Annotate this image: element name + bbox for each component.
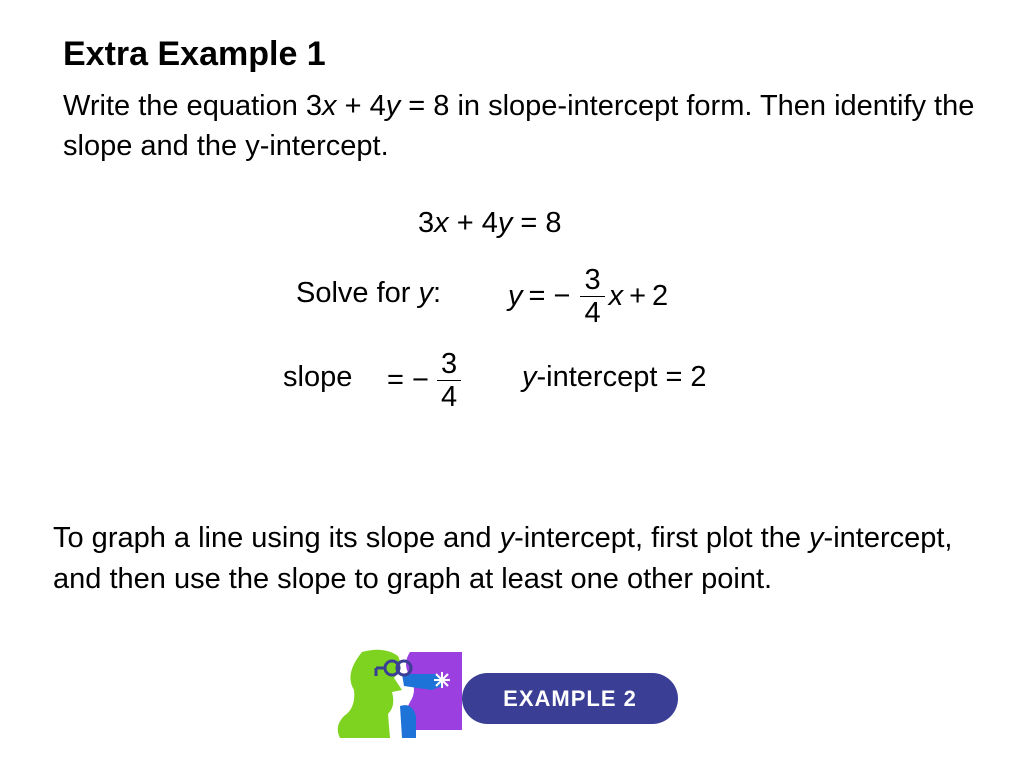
solve-lhs: y — [508, 279, 523, 312]
note-var2: y — [809, 522, 824, 554]
slope-value — [383, 338, 465, 422]
eq-rhs: = 8 — [512, 207, 562, 239]
problem-statement — [63, 86, 983, 166]
problem-text-before: Write the equation 3 — [63, 90, 323, 122]
solve-plus: + — [629, 279, 647, 312]
solve-var-x: x — [608, 279, 624, 312]
y-intercept-var: y — [522, 361, 537, 393]
note-part2: -intercept, first plot the — [514, 522, 810, 554]
problem-var-y: y — [385, 90, 401, 122]
problem-text-plus: + 4 — [336, 90, 386, 122]
slope-denominator: 4 — [437, 380, 461, 413]
eq-plus: + 4 — [448, 207, 498, 239]
solve-label-text: Solve for — [296, 277, 419, 309]
note-part3: -intercept, and then use the slope to graph at least one other point. — [53, 522, 953, 595]
y-intercept-result — [522, 359, 707, 395]
solve-label-var: y — [418, 277, 433, 309]
slope-label: slope — [283, 361, 353, 393]
eq-coef: 3 — [418, 207, 435, 239]
fraction-numerator: 3 — [584, 263, 601, 296]
note-var1: y — [499, 522, 515, 554]
y-intercept-text: -intercept = 2 — [536, 361, 707, 393]
problem-text-after: = 8 in slope-intercept form. Then identify the slope and the y-intercept. — [63, 90, 975, 162]
note-part1: To graph a line using its slope and — [53, 522, 500, 554]
mascot-icon — [332, 646, 462, 742]
slope-fraction — [580, 264, 604, 329]
solve-constant: 2 — [652, 279, 669, 312]
eq-var-y: y — [497, 207, 513, 239]
slope-value-fraction — [437, 348, 461, 413]
fraction-denominator: 4 — [580, 296, 604, 329]
eq-var-x: x — [434, 207, 449, 239]
solve-label-colon: : — [433, 277, 442, 309]
slope-numerator: 3 — [440, 347, 458, 380]
slide-title: Extra Example 1 — [63, 35, 326, 73]
slope-intercept-equation — [508, 254, 668, 338]
solve-label — [296, 275, 441, 311]
original-equation — [418, 205, 562, 241]
problem-var-x: x — [322, 90, 337, 122]
example-2-button[interactable]: EXAMPLE 2 — [462, 673, 678, 724]
solve-equals-minus: = − — [528, 279, 571, 312]
graphing-note — [53, 518, 953, 600]
slope-equals-minus: = − — [387, 363, 429, 396]
